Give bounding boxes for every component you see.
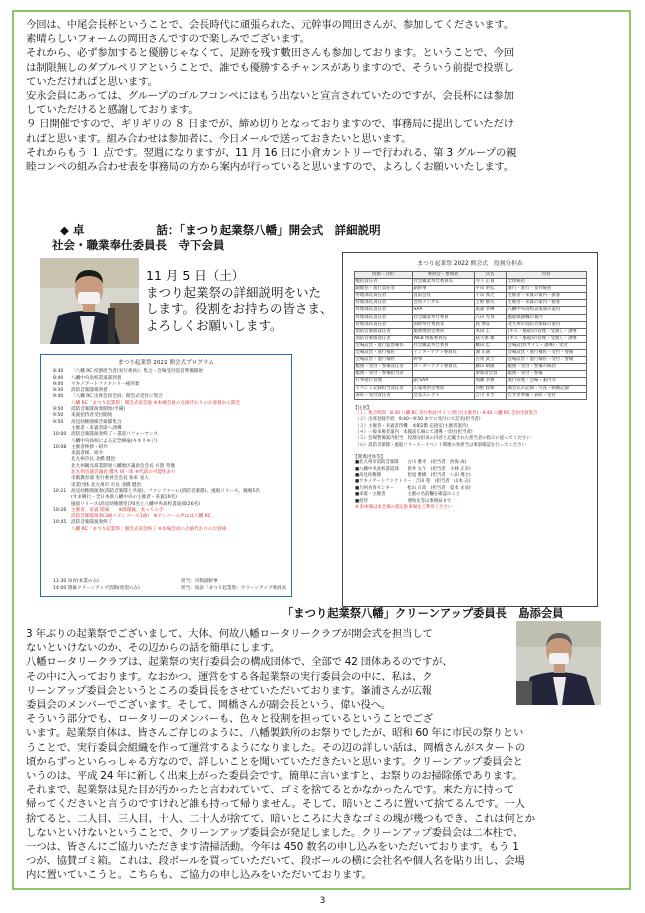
- table-cell: 広報委員会委員: [412, 385, 474, 392]
- contact-line: ■八幡中央高校書道部 新井 太午 (担当者 小林 正幸): [355, 466, 471, 472]
- table-row: [354, 300, 586, 307]
- table-row: [354, 342, 586, 349]
- program-time: 9:30: [53, 388, 64, 394]
- table-cell: 尾浦 孝輝: [474, 307, 506, 314]
- table-cell: (キエ・風船)の管理・受渡し・誘導: [506, 335, 586, 342]
- table-cell: 寺下 正貴: [474, 279, 506, 286]
- program-time: 10:08: [53, 444, 67, 450]
- table-cell: 藤田 晴敏: [474, 364, 506, 371]
- heading-bullet: ◆ 卓: [60, 223, 85, 237]
- intro-text: [146, 268, 333, 334]
- program-time: 10:21: [53, 488, 67, 494]
- paragraph-line: しないといけないということで、クリーンアップ委員会が発足しました。クリーンアップ委員会は二本柱で、: [26, 826, 524, 839]
- table-row: [354, 357, 586, 364]
- table-cell: イベント記録担当責任者: [354, 385, 412, 392]
- program-desc: 来賓者様、紹介: [71, 451, 104, 457]
- table-cell: 本田 圭: [474, 328, 506, 335]
- table-cell: 風船楽器機の案内: [506, 314, 586, 321]
- paragraph-line: リーンアップ委員会というところの委員長をさせていただいております。峯浦さんが広報: [26, 684, 432, 697]
- program-desc: 八幡中央高校書道部到着: [71, 375, 122, 381]
- table-cell: 副幹事: [412, 286, 474, 293]
- table-header: 内容: [506, 272, 586, 279]
- table-cell: インターアクト委員長: [412, 350, 474, 357]
- paragraph-line: 3 年ぶりの起業祭でございまして、大体、何故八幡ロータリークラブが開会式を担当して: [26, 628, 433, 640]
- table-cell: 千田 義之: [474, 293, 506, 300]
- speaker-heading: 社会・職業奉仕委員長 寺下会員: [52, 238, 225, 252]
- table-cell: 総括責任者: [354, 279, 412, 286]
- program-time: 10:26: [53, 507, 67, 513]
- program-footer: [53, 586, 287, 592]
- table-cell: 会場設営・進行補佐・受付・警備: [506, 350, 586, 357]
- note-line: （４）一般来場者案内 本館前広場にて誘導・受付(担当者): [355, 429, 473, 435]
- table-cell: 管理部長責任者: [354, 321, 412, 328]
- table-row: [354, 385, 586, 392]
- table-title: まつり起業祭 2022 開会式 役割分担表: [417, 261, 523, 267]
- paragraph-line: 内に置いていこうと。こちらも、ご協力の申し込みをいただいております。: [26, 869, 372, 882]
- table-cell: たすき準備・表彰・受付: [506, 392, 586, 399]
- paragraph-line: 委員会のメンバーでございます。そして、岡橋さんが副会長という、偉い役へ。: [26, 699, 392, 712]
- contact-line: ※ 駐車場は本会場の指定駐車場をご利用ください: [355, 504, 453, 510]
- intro-line: よろしくお願いします。: [146, 317, 283, 333]
- program-time: 9:00: [53, 381, 64, 387]
- table-cell: 副 SAA: [412, 378, 474, 385]
- paragraph-line: 素晴らしいフォームの岡田さんですので楽しみでございます。: [26, 33, 310, 46]
- program-desc: 主催者挨拶・紹介: [71, 444, 108, 450]
- table-cell: 副総括・進行責任者: [354, 286, 412, 293]
- contact-line: ■ウキノアートファクトリー 吉田 聖 (担当者 山本 志): [355, 479, 471, 485]
- table-row: [354, 350, 586, 357]
- table-cell: 社会職業奉仕委員: [412, 342, 474, 349]
- table-cell: 北九州市消防音楽隊の案内: [506, 321, 586, 328]
- paragraph-line: 帰ってくださいと言うのですけれど誰も持って帰りません。そして、暗いところに置いて捨てるんです。一人: [26, 798, 525, 811]
- table-cell: 管理部長責任者: [354, 307, 412, 314]
- program-time: 8:30: [53, 369, 64, 375]
- paragraph-line: ないといけないのか、その辺からの話を簡単にします。: [26, 642, 280, 655]
- paragraph-line: 八幡ロータリークラブは、起業祭の実行委員会の構成団体で、全部で 42 団体あるのですが、: [26, 656, 453, 669]
- table-cell: 古賀 武士: [474, 357, 506, 364]
- program-desc: 八幡 RC「まつり起業祭」開会式前会報 ※本場会員の点値代わりのお客様から開会: [71, 400, 241, 406]
- table-cell: 荻久保 雄: [474, 335, 506, 342]
- table-row: [354, 335, 586, 342]
- table-cell: 吉川 まさ: [474, 392, 506, 399]
- paragraph-line: それから、必ず参加すると優勝じゃなくて、足跡を残す數田さんも参加しております。ということで、今回: [26, 47, 514, 60]
- program-desc: 北九州市長 北橋 健治: [71, 457, 116, 463]
- table-row: [354, 328, 586, 335]
- table-cell: 会場設営・進行補佐・受付・警備: [506, 357, 586, 364]
- table-cell: 島 博彦: [474, 321, 506, 328]
- table-row: [354, 364, 586, 371]
- top-text-block: [26, 18, 516, 174]
- program-time: 10:45: [53, 520, 67, 526]
- table-cell: 管理部長責任者: [354, 293, 412, 300]
- table-cell: 八幡中央高校書道部の案内: [506, 307, 586, 314]
- table-row: [354, 293, 586, 300]
- footer-right: 担当：島添「まつり起業祭」クリーンアップ委員長: [181, 586, 287, 591]
- program-desc: 「八幡 RC 出席会員全員」開会式受付に集合: [71, 394, 163, 400]
- notes-list: [343, 411, 597, 449]
- contacts-title: 【関係団体等】: [353, 455, 386, 461]
- contact-line: ■高見幼稚園 松尾 雅樹 (担当者 八田 博之): [355, 472, 471, 478]
- program-time: 9:50: [53, 407, 64, 413]
- table-cell: 総務・受付・警備の統括: [506, 364, 586, 371]
- program-time: 10:00: [53, 432, 67, 438]
- table-header: 委員会・参加者: [412, 272, 474, 279]
- opening-program-box: [40, 354, 292, 597]
- footer-right: 担当：市制副幹事: [181, 579, 218, 584]
- program-title: まつり起業祭 2022 開会式プログラム: [117, 360, 215, 366]
- heading-title: 話：「まつり起業祭八幡」開会式 詳細説明: [156, 223, 381, 237]
- table-cell: 会場設営・進行補佐: [354, 350, 412, 357]
- table-cell: 進行管理・会場・案内等: [506, 378, 586, 385]
- table-cell: 管理部長責任者: [354, 314, 412, 321]
- paragraph-line: していただけると感謝しております。: [26, 104, 199, 117]
- table-row: [354, 307, 586, 314]
- role-table: [354, 271, 587, 400]
- talk-heading: [60, 222, 381, 238]
- contact-line: ■九州食育センター 松山 日高 (担当者 夏本 まゆ): [355, 485, 471, 491]
- program-desc: 消防音楽隊演奏(3曲＋アンコール1曲) ※アンコール声はは八幡 RC: [71, 514, 211, 520]
- table-cell: 行事進行管理: [354, 378, 412, 385]
- intro-line: まつり起業祭の詳細説明をいた: [146, 284, 322, 300]
- table-cell: 会場設営・進行監督補佐: [354, 342, 412, 349]
- paragraph-line: ９ 日開催ですので、ギリギリの ８ 日までが、締め切りとなっておりますので、事務局に提出していただけ: [26, 118, 514, 131]
- bottom-text-block: [26, 627, 535, 883]
- note-line: （５）会場警備案内担当 役割分担表の内容と記載された担当者の指示に従ってください: [355, 436, 531, 442]
- table-row: [354, 286, 586, 293]
- program-desc: 消防音楽隊演奏開始(予備): [71, 407, 126, 413]
- table-cell: 会場設営(サイン・誘導)・受付: [506, 342, 586, 349]
- table-cell: 直前会長: [412, 293, 474, 300]
- paragraph-line: それからもう １ 点です。翌週になりますが、11 月 16 日に小倉カントリーで行われる、第 3 グループの親: [26, 146, 517, 159]
- note-line: （３）主催者・来賓者待機 本館2階 応接室(主催者案内): [355, 423, 468, 429]
- notes-title: 【注意】: [353, 405, 372, 411]
- table-header: 氏名: [474, 272, 506, 279]
- table-cell: SAA: [412, 307, 474, 314]
- paragraph-line: 睦コンペの組み合わせ表を事務局の方から案内が行っていると思いますので、よろしくお願いいたします。: [26, 161, 515, 174]
- paragraph-line: うことで、実行委員会組織を作って運営するようになりました。その辺の詳しい話は、岡橋さんがスタートの: [26, 741, 526, 754]
- paragraph-line: いうのは、平成 24 年に新しく出来上がった委員会です。簡単に言いますと、お祭りのお掃除係であります。: [26, 770, 523, 783]
- table-cell: 主催者・来賓の案内・接客: [506, 300, 586, 307]
- table-cell: 総務・受付・警備責任者: [354, 364, 412, 371]
- table-cell: 消防音楽隊責任者: [354, 335, 412, 342]
- cleanup-heading: 「まつり起業祭八幡」クリーンアップ委員長 島添会員: [282, 607, 564, 620]
- table-cell: 総務・受付・警備: [506, 371, 586, 378]
- table-cell: 開会式の記録・写真・動画記録: [506, 385, 586, 392]
- table-cell: 消防音楽隊責任者: [354, 328, 412, 335]
- table-row: [354, 378, 586, 385]
- program-desc: 市販教育部 実行委員会会長 加来 晃人: [71, 476, 149, 482]
- table-cell: 総務委員会委員: [412, 328, 474, 335]
- program-desc: ウキノアートファクトリー様到着: [71, 381, 140, 387]
- intro-line: 11 月 5 日（土）: [146, 268, 245, 283]
- program-desc: (すま眺行・全日本県八幡中央の主催者・来賓10名): [71, 495, 177, 501]
- table-cell: 溝 正通: [474, 350, 506, 357]
- table-cell: 平田 明弘: [474, 286, 506, 293]
- table-row: [354, 321, 586, 328]
- table-cell: 国際奉仕委員長: [412, 321, 474, 328]
- program-time: 9:40: [53, 394, 64, 400]
- table-cell: 進行・進行・受付統括: [506, 286, 586, 293]
- table-cell: 主催者・来賓の案内・接客: [506, 293, 586, 300]
- table-row: [354, 371, 586, 378]
- table-cell: WEB 情報委員長: [412, 335, 474, 342]
- paragraph-line: 今回は、中尾会長杯ということで、会長時代に頑張られた、元幹事の岡田さんが、参加してくださいます。: [26, 19, 515, 31]
- intro-line: します。役割をお持ちの皆さま、: [146, 301, 333, 316]
- table-row: [354, 392, 586, 399]
- program-time: 9:50: [53, 413, 64, 419]
- table-cell: 会場設営・進行補佐: [354, 357, 412, 364]
- footer-left: 14:00 閉幕クリーンアップ活動(希望のみ): [53, 586, 140, 591]
- table-cell: 上野 勝夫: [474, 300, 506, 307]
- program-desc: 消防音楽隊演奏終了・書道パフォーマンス: [71, 432, 158, 438]
- program-desc: 高見幼稚園様音楽隊集合: [71, 419, 122, 425]
- program-desc: 北九州観光商業開発八幡地区議員会会長 方賀 英幾: [71, 463, 175, 469]
- program-desc: 主催者、来賓 閉場 ※降壇後、本っての手: [71, 507, 164, 513]
- paragraph-line: 頃からずっといらっしゃる方なので、詳しいことを聞いていただきたいと思います。クリーンアップ委員会と: [26, 755, 523, 768]
- table-cell: 会長エレクト: [412, 392, 474, 399]
- program-row: [41, 527, 291, 533]
- table-cell: 社会職業奉仕委員: [412, 314, 474, 321]
- paragraph-line: その中に入っております。なおかつ、運営をする各起業祭の実行委員会の中に、私は、ク: [26, 670, 433, 683]
- program-desc: 八幡 RC「まつり起業祭」開会式前会終了 ※本場会員の点値代わりのお客様: [71, 526, 227, 532]
- program-desc: 「八幡 RC 役割担当者(実行委員)」集合・会場受付設営準備開始: [71, 369, 204, 375]
- paragraph-line: 安永会員にあっては、グループのゴルフコンペにはもう出ないと宣言されていたのですが、会長杯には参加: [26, 90, 514, 103]
- program-time: 8:40: [53, 375, 64, 381]
- paragraph-line: そういう部分でも、ロータリーのメンバーも、色々と役割を担っているということでござ: [26, 713, 433, 726]
- paragraph-line: 捨てると、二人目、三人目、十人、二十人が捨てて、暗いところに大きなゴミの塊が幾つもでき、これは何とか: [26, 812, 535, 825]
- table-cell: (キエ・風船)の管理・受渡し・誘導: [506, 328, 586, 335]
- table-cell: 総務・受付・警備担当者: [354, 371, 412, 378]
- program-desc: 主催者・来賓者席へ誘導: [71, 425, 122, 431]
- program-footer: [53, 579, 218, 585]
- table-cell: 藤田 忠: [474, 342, 506, 349]
- table-cell: 幹事: [412, 357, 474, 364]
- speaker-photo-terashita: [40, 258, 139, 344]
- table-header: 役割・分担: [354, 272, 412, 279]
- table-cell: 社会職業奉仕委員長: [412, 279, 474, 286]
- program-rows: [41, 369, 291, 533]
- table-header-row: [354, 272, 586, 279]
- program-desc: 高見幼稚園演奏(消防音楽隊と共演)、ファンファーレ(消防音楽隊)、風船リリース、鐘鳴5名: [71, 488, 260, 494]
- page-number: 3: [319, 896, 326, 906]
- paragraph-line: 一つは、皆さんにご協力いただきます清掃活動。今年は 450 数名の申し込みをいただいております。もう 1: [26, 841, 519, 854]
- program-desc: 八幡中央高校による記念揮毫(キネリモジ): [71, 438, 158, 444]
- contacts-list: [343, 460, 597, 511]
- table-row: [354, 314, 586, 321]
- note-line: （２）出席登録手続 9:40～9:50 までに受付にて記名(担当者): [355, 417, 481, 423]
- table-cell: 八田 光春: [474, 314, 506, 321]
- footer-left: 11:30 昼食(本業のみ): [53, 579, 99, 584]
- paragraph-line: それまで、起業祭は見た目が汚かったと言われていて、ゴミを捨てるとかなかったんです。来た方に持って: [26, 784, 514, 797]
- program-desc: 来賓招待者受付開始: [71, 413, 113, 419]
- program-time: 9:50: [53, 419, 64, 425]
- role-assignment-box: [342, 252, 598, 607]
- table-cell: 会員メンタル: [412, 300, 474, 307]
- contact-line: ■北九州市消防音楽隊 古川 雅幸 (担当者 西海 成): [355, 460, 467, 466]
- contact-line: ■来賓・主催者 主催の名前欄を確認のこと: [355, 492, 461, 498]
- note-line: （１）集合時間 8:30 八幡 RC 実行委員(サイン)集合(主催者)・9:40 八幡 RC 会員全員集合: [355, 410, 538, 416]
- paragraph-line: います。起業祭自体は、皆さんご存じのように、八幡製鉄所のお祭りでしたが、昭和 60 年に市民の祭りとい: [26, 727, 524, 740]
- table-cell: 表彰・受付責任者: [354, 392, 412, 399]
- program-desc: 風船リリース(高見幼稚園児)70名と八幡中央高校書道部(26名): [71, 501, 200, 507]
- table-cell: 加藤 孝教: [474, 378, 506, 385]
- paragraph-line: は制限無しのダブルペリアということで、誰でも優勝するチャンスがありますので、そういう前提で投票し: [26, 61, 514, 74]
- table-row: [354, 279, 586, 286]
- table-cell: [412, 371, 474, 378]
- table-cell: 河野 政和: [474, 385, 506, 392]
- paragraph-line: ていただければと思います。: [26, 75, 158, 88]
- table-cell: 全体統括: [506, 279, 586, 286]
- table-cell: ローターアクト委員長: [412, 364, 474, 371]
- program-desc: 実業団体 北九州市 市長 北橋 健治: [71, 482, 142, 488]
- program-desc: 消防音楽隊様到着: [71, 388, 108, 394]
- paragraph-line: つが、協賛ゴミ箱。これは、段ボールを買っていただいて、段ボールの横に会社名や個人名を貼り出し、会場: [26, 855, 525, 868]
- paragraph-line: ればと思います。組み合わせは参加者に、今日メールで送っておきたいと思います。: [26, 132, 412, 145]
- table-cell: 管理部長責任者: [354, 300, 412, 307]
- table-cell: 参加者全員: [474, 371, 506, 378]
- program-desc: 北九州市議会議長 鷹木 研一郎 ※代読の可能性あり: [71, 470, 176, 476]
- note-line: （６）消防音楽隊・風船リリース・イベント関連の各担当は事前確認を行ってください: [355, 442, 527, 448]
- program-desc: 消防音楽隊演奏終了: [71, 520, 113, 526]
- contact-line: ■招待 連絡先等は事務局まで: [355, 498, 452, 504]
